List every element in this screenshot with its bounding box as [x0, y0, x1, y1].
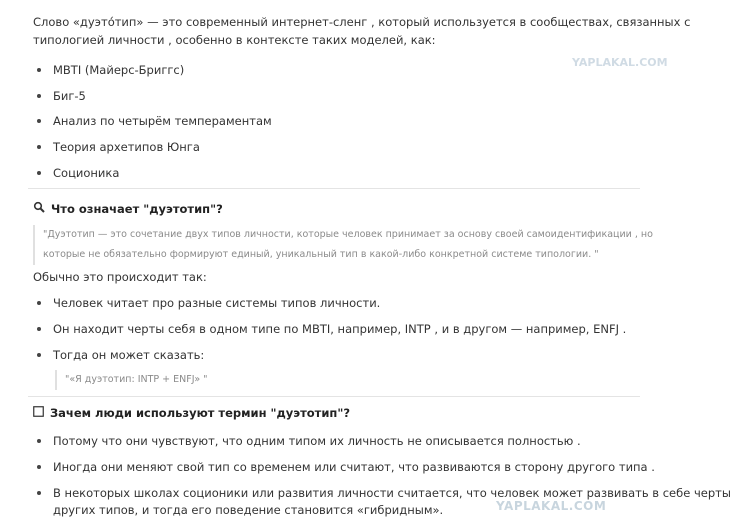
- model-item: Соционика: [37, 165, 119, 181]
- reason-item: В некоторых школах соционики или развития личности считается, что человек может развивать в себе черты: [37, 485, 731, 501]
- bullet-dot: [37, 301, 41, 305]
- bullet-dot: [37, 327, 41, 331]
- example-quote: "«Я дуэтотип: INTP + ENFJ» ": [55, 370, 208, 390]
- watermark: YAPLAKAL.COM: [496, 499, 607, 513]
- process-item: Он находит черты себя в одном типе по MBTI, например, INTP , и в другом — например, ENFJ .: [37, 321, 626, 337]
- intro-line-2: типологией личности , особенно в контексте таких моделей, как:: [33, 33, 436, 47]
- definition-quote-line: которые не обязательно формируют единый, уникальный тип в какой-либо конкретной системе типологии. ": [43, 249, 599, 260]
- model-item: Теория архетипов Юнга: [37, 139, 200, 155]
- magnifier-icon: [33, 201, 45, 217]
- divider: [28, 188, 640, 189]
- model-item: Биг-5: [37, 88, 86, 104]
- definition-quote: [33, 225, 653, 265]
- bullet-dot: [37, 465, 41, 469]
- process-item: Тогда он может сказать:: [37, 347, 204, 363]
- usually-text: Обычно это происходит так:: [33, 270, 207, 284]
- bullet-dot: [37, 145, 41, 149]
- intro-line-1: Слово «дуэто́тип» — это современный интернет-сленг , который используется в сообществах, связанных с: [33, 15, 691, 29]
- process-item: Человек читает про разные системы типов личности.: [37, 295, 380, 311]
- reason-item: Иногда они меняют свой тип со временем или считают, что развиваются в сторону другого типа .: [37, 459, 655, 475]
- reason-item: Потому что они чувствуют, что одним типом их личность не описывается полностью .: [37, 433, 581, 449]
- bullet-dot: [37, 353, 41, 357]
- checkbox-icon: [33, 405, 44, 421]
- definition-quote-line: "Дуэтотип — это сочетание двух типов личности, которые человек принимает за основу своей самоидентификации , но: [43, 229, 653, 240]
- section2-heading: Зачем люди используют термин "дуэтотип"?: [33, 405, 350, 422]
- model-item: Анализ по четырём темпераментам: [37, 113, 272, 129]
- watermark-top: YAPLAKAL.COM: [572, 56, 668, 69]
- model-item: MBTI (Майерс-Бриггс): [37, 62, 184, 78]
- bullet-dot: [37, 171, 41, 175]
- divider: [28, 396, 640, 397]
- reason-item-continuation: других типов, и тогда его поведение становится «гибридным».: [53, 503, 444, 517]
- bullet-dot: [37, 94, 41, 98]
- bullet-dot: [37, 439, 41, 443]
- bullet-dot: [37, 68, 41, 72]
- section1-heading: Что означает "дуэтотип"?: [33, 201, 223, 218]
- bullet-dot: [37, 491, 41, 495]
- bullet-dot: [37, 119, 41, 123]
